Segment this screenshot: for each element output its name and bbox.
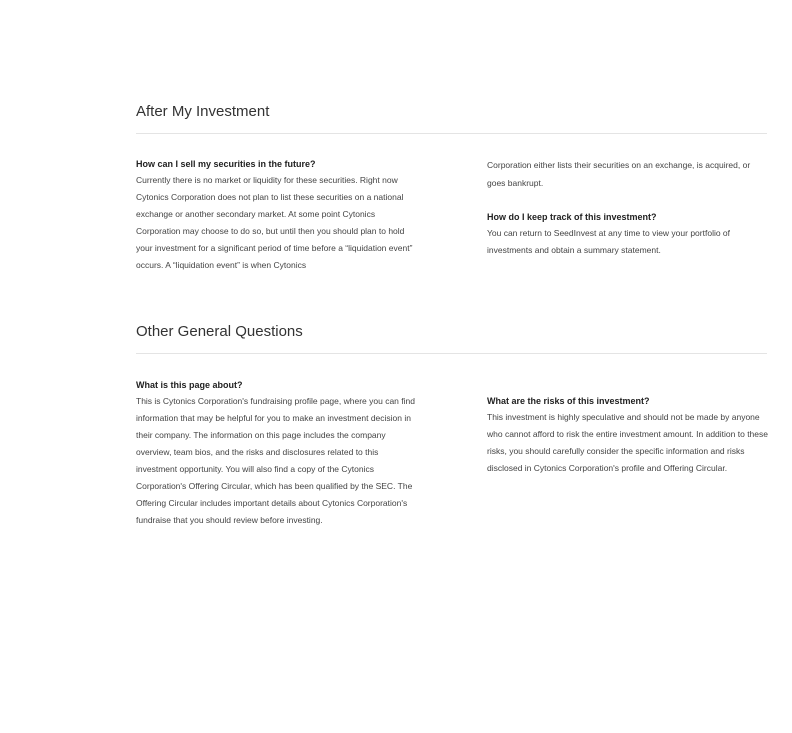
section-divider [136, 133, 767, 134]
faq-answer-continued: Corporation either lists their securities on an exchange, is acquired, or goes bankrupt. [487, 160, 751, 188]
faq-item-sell-securities-continued [487, 156, 770, 259]
faq-answer: Currently there is no market or liquidity for these securities. Right now Cytonics Corporation does not plan to list these securities on a national exchange or another secondary market. At some point Cytonics Corporation may choose to do so, but until then you should plan to hold your investment for a significant period of time before a “liquidation event” occurs. A “liquidation event” is when Cytonics [136, 175, 413, 270]
faq-question: What are the risks of this investment? [487, 396, 650, 406]
faq-answer: This is Cytonics Corporation's fundraising profile page, where you can find information that may be helpful for you to make an investment decision in their company. The information on this page includes the company overview, team bios, and the risks and disclosures related to this investment opportunity. You will also find a copy of the Cytonics Corporation's Offering Circular, which has been qualified by the SEC. The Offering Circular includes important details about Cytonics Corporation's fundraise that you should review before investing. [136, 396, 415, 525]
faq-item-risks [487, 393, 770, 477]
faq-answer: You can return to SeedInvest at any time to view your portfolio of investments and obtain a summary statement. [487, 228, 731, 255]
faq-answer: This investment is highly speculative and should not be made by anyone who cannot afford to risk the entire investment amount. In addition to these risks, you should carefully consider the specific information and risks disclosed in Cytonics Corporation's profile and Offering Circular. [487, 412, 768, 473]
faq-item-sell-securities [136, 156, 419, 274]
faq-question: What is this page about? [136, 380, 243, 390]
section-title-after-investment: After My Investment [136, 103, 270, 120]
faq-question: How can I sell my securities in the future? [136, 159, 316, 169]
spacer [487, 192, 770, 209]
faq-item-page-about [136, 377, 419, 529]
section-title-general-questions: Other General Questions [136, 323, 303, 340]
faq-question: How do I keep track of this investment? [487, 212, 657, 222]
after-investment-section [136, 101, 767, 270]
general-questions-section [136, 321, 768, 525]
section-divider [136, 353, 767, 354]
